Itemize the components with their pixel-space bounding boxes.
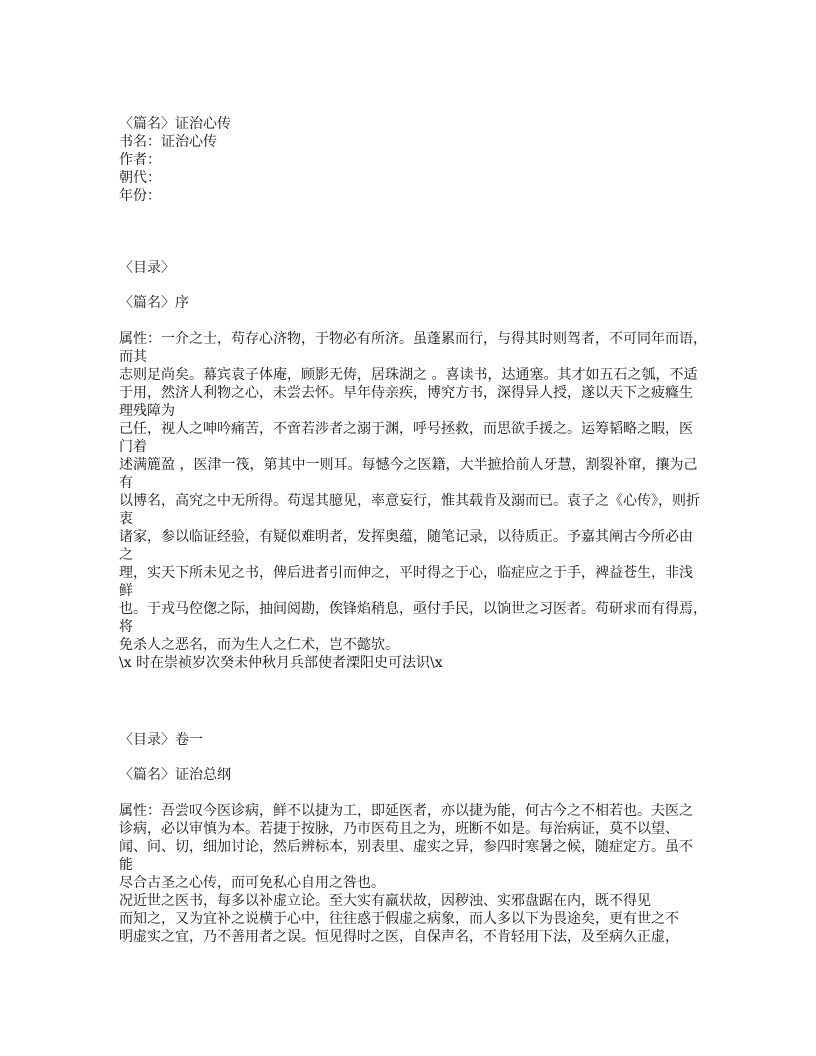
dynasty-line: 朝代： <box>119 170 161 186</box>
text-line: 明虚实之宜，乃不善用者之误。恒见得时之医，自保声名，不肯轻用下法，及至病久正虚， <box>119 929 679 945</box>
text-line: 能 <box>119 857 133 873</box>
text-line: 诊病，必以审慎为本。若捷于按脉，乃市医苟且之为，班断不如是。每治病证，莫不以望、 <box>119 821 679 837</box>
text-line: 有 <box>119 475 133 491</box>
document-header <box>119 115 231 205</box>
text-line: 况近世之医书，每多以补虚立论。至大实有羸状故，因秽浊、实邪盘踞在内，既不得见 <box>119 893 651 909</box>
section-title-general-outline: 〈篇名〉证治总纲 <box>119 767 231 783</box>
author-line: 作者： <box>119 152 161 168</box>
year-line: 年份： <box>119 188 161 204</box>
text-line: 属性：一介之士，苟存心济物，于物必有所济。虽蓬累而行，与得其时则驾者，不可同年而语， <box>119 331 707 347</box>
text-line: 理残障为 <box>119 403 175 419</box>
text-line: 己任，视人之呻吟痛苦，不啻若涉者之溺于渊，呼号拯救，而思欲手援之。运筹韬略之暇，医 <box>119 421 693 437</box>
text-line: 志则足尚矣。幕宾袁子体庵，顾影无俦，居珠湖之 。喜读书，达通塞。其才如五石之瓠，不适 <box>119 367 698 383</box>
text-line: 而其 <box>119 349 147 365</box>
text-line: 衷 <box>119 511 133 527</box>
text-line: 述满簏盈 ，医津一筏，第其中一则耳。每憾今之医籍，大半摭拾前人牙慧，割裂补窜，攘为己 <box>119 457 698 473</box>
text-line: 诸家，参以临证经验，有疑似难明者，发挥奥蕴，随笔记录，以待质正。予嘉其阐古今所必由 <box>119 529 693 545</box>
text-line: 于用，然济人利物之心，未尝去怀。早年侍亲疾，博究方书，深得异人授，遂以天下之疲癃生 <box>119 385 693 401</box>
text-line: 免杀人之恶名，而为生人之仁术，岂不懿欤。 <box>119 637 399 653</box>
text-line: 而知之，又为宜补之说横于心中，往往惑于假虚之病象，而人多以下为畏途矣，更有世之不 <box>119 911 679 927</box>
text-line: 以博名，高究之中无所得。苟逞其臆见，率意妄行，惟其载肯及溺而已。袁子之《心传》，则折 <box>119 493 700 509</box>
toc-heading: 〈目录〉 <box>119 260 175 276</box>
section-body-preface <box>119 330 707 672</box>
text-line: 尽合古圣之心传，而可免私心自用之咎也。 <box>119 875 385 891</box>
text-line: \x 时在崇祯岁次癸未仲秋月兵部使者溧阳史可法识\x <box>119 655 443 671</box>
book-name-line: 书名：证治心传 <box>119 134 217 150</box>
text-line: 属性：吾尝叹今医诊病，鲜不以捷为工，即延医者，亦以捷为能，何古今之不相若也。夫医之 <box>119 803 693 819</box>
text-line: 鲜 <box>119 583 133 599</box>
text-line: 闻、问、切，细加讨论，然后辨标本，别表里、虚实之异，参四时寒暑之候，随症定方。虽不 <box>119 839 693 855</box>
text-line: 门着 <box>119 439 147 455</box>
section-title-preface: 〈篇名〉序 <box>119 295 189 311</box>
chapter-name-line: 〈篇名〉证治心传 <box>119 116 231 132</box>
toc-heading-volume-1: 〈目录〉卷一 <box>119 732 203 748</box>
text-line: 将 <box>119 619 133 635</box>
text-line: 也。于戎马倥偬之际，抽间阅勘，俟锋焰稍息，亟付手民，以饷世之习医者。苟研求而有得焉， <box>119 601 707 617</box>
section-body-general-outline <box>119 802 693 946</box>
text-line: 理，实天下所未见之书，俾后进者引而伸之，平时得之于心，临症应之于手，裨益苍生，非浅 <box>119 565 693 581</box>
text-line: 之 <box>119 547 133 563</box>
